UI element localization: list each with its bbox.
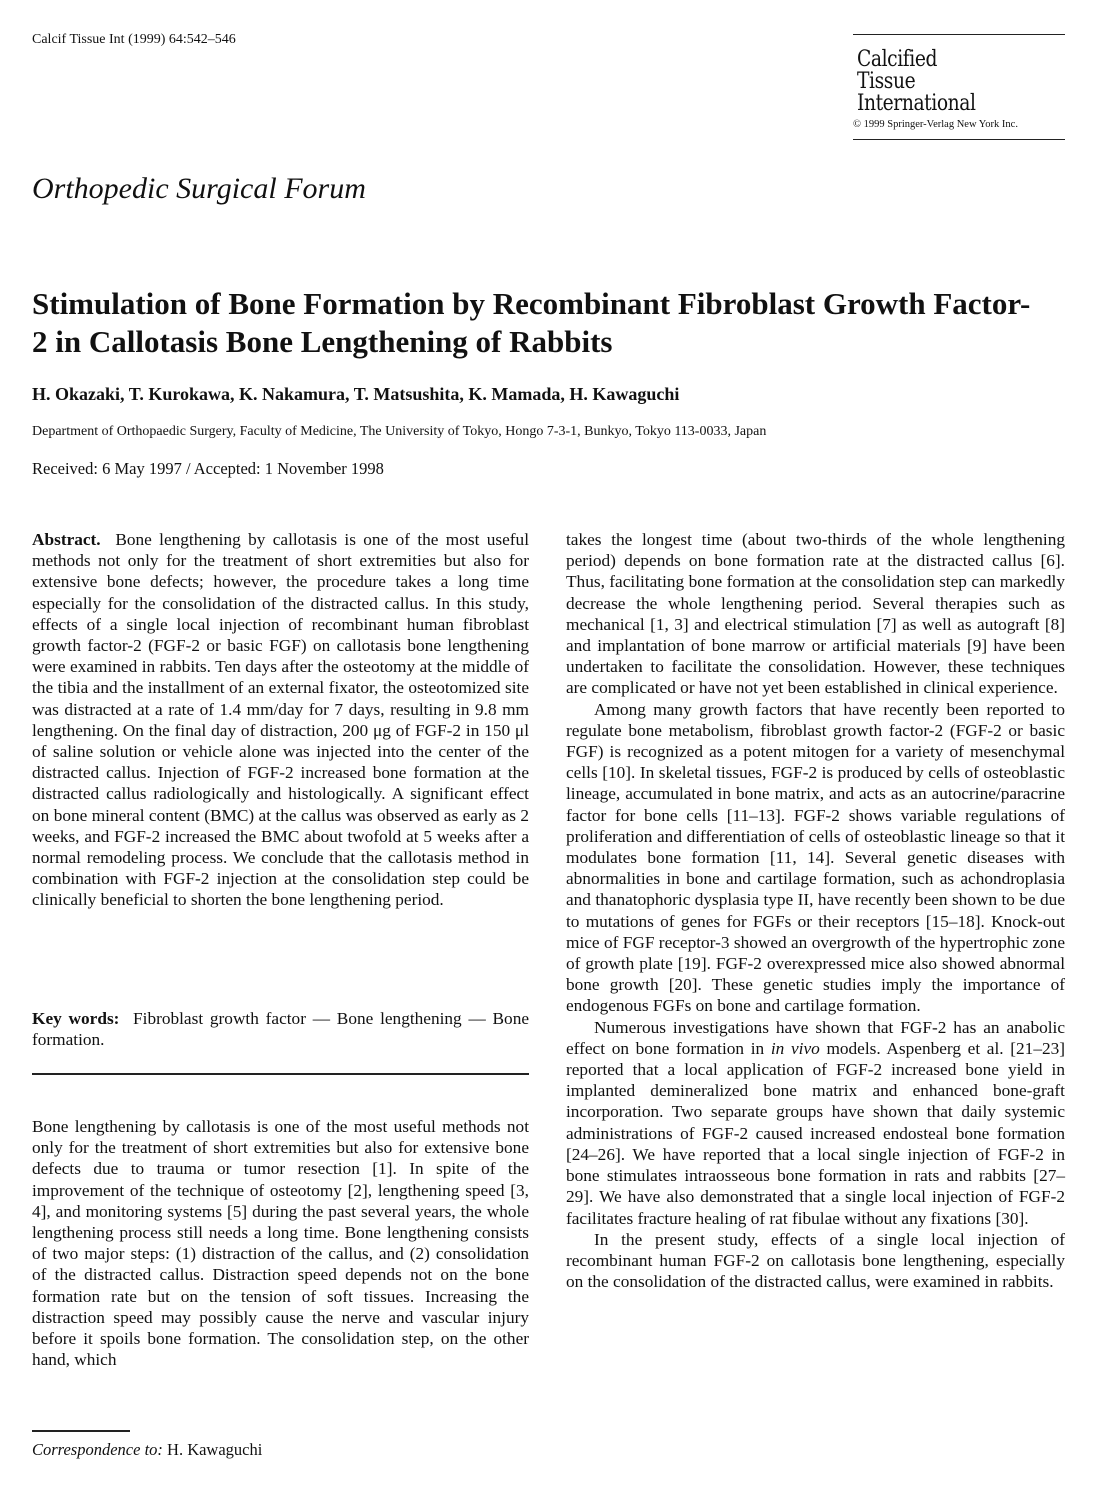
- journal-citation: Calcif Tissue Int (1999) 64:542–546: [32, 32, 236, 47]
- body-paragraph: takes the longest time (about two-thirds of the whole lengthening period) depends on bone formation rate at the distracted callus [6]. Thus, facilitating bone formation at the consolidation step can markedly decrease the whole lengthening period. Several therapies such as mechanical [1, 3] and electrical stimulation [7] as well as autograft [8] and implantation of bone marrow or artificial materials [9] have been undertaken to facilitate the consolidation. However, these techniques are complicated or have not yet been established in clinical experience.: [566, 530, 1065, 698]
- keywords-text: Fibroblast growth factor — Bone lengthening — Bone formation.: [32, 1009, 530, 1050]
- copyright-notice: © 1999 Springer-Verlag New York Inc.: [853, 119, 1018, 130]
- abstract-text: Bone lengthening by callotasis is one of the most useful methods not only for the treatment of short extremities but also for extensive bone defects; however, the procedure takes a long time especially for the consolidation of the distracted callus. In this study, effects of a single local injection of recombinant human fibroblast growth factor-2 (FGF-2 or basic FGF) on callotasis bone lengthening were examined in rabbits. Ten days after the osteotomy at the middle of the tibia and the installment of an external fixator, the osteotomized site was distracted at a rate of 1.4 mm/day for 7 days, resulting in 9.8 mm lengthening. On the final day of distraction, 200 μg of FGF-2 in 150 μl of saline solution or vehicle alone was injected into the center of the distracted callus. Injection of FGF-2 increased bone formation at the distracted callus radiologically and histologically. A significant effect on bone mineral content (BMC) at the callus was observed as early as 2 weeks, and FGF-2 increased the BMC about twofold at 5 weeks after a normal remodeling process. We conclude that the callotasis method in combination with FGF-2 injection at the consolidation step could be clinically beneficial to shorten the bone lengthening period.: [32, 530, 529, 910]
- journal-logo: [853, 34, 1065, 140]
- body-paragraph: In the present study, effects of a single local injection of recombinant human FGF-2 on callotasis bone lengthening, especially on the consolidation of the distracted callus, were examined in rabbits.: [566, 1229, 1065, 1292]
- footnote-divider: [32, 1430, 130, 1432]
- article-title: Stimulation of Bone Formation by Recombinant Fibroblast Growth Factor-2 in Callotasis Bone Lengthening of Rabbits: [32, 286, 1031, 359]
- body-paragraph: Bone lengthening by callotasis is one of the most useful methods not only for the treatment of short extremities but also for extensive bone defects due to trauma or tumor resection [1]. In spite of the improvement of the technique of osteotomy [2], lengthening speed [3, 4], and monitoring systems [5] during the past several years, the whole lengthening process still needs a long time. Bone lengthening consists of two major steps: (1) distraction of the callus, and (2) consolidation of the distracted callus. Distraction speed depends not on the bone formation rate but on the tension of soft tissues. Increasing the distraction speed may possibly cause the nerve and vascular injury before it spoils bone formation. The consolidation step, on the other hand, which: [32, 1117, 529, 1370]
- section-heading: Orthopedic Surgical Forum: [32, 172, 366, 205]
- paragraph-text: Numerous investigations have shown that FGF-2 has an anabolic effect on bone formation in: [566, 1017, 1065, 1058]
- italic-term: in vivo: [770, 1038, 820, 1058]
- abstract-divider: [32, 1073, 529, 1075]
- abstract: [32, 529, 529, 911]
- author-list: H. Okazaki, T. Kurokawa, K. Nakamura, T. Matsushita, K. Mamada, H. Kawaguchi: [32, 384, 680, 404]
- logo-line-1: Calcified: [857, 47, 938, 72]
- body-paragraph: Among many growth factors that have recently been reported to regulate bone metabolism, fibroblast growth factor-2 (FGF-2 or basic FGF) is recognized as a potent mitogen for a variety of mesenchymal cells [10]. In skeletal tissues, FGF-2 is produced by cells of osteoblastic lineage, accumulated in bone matrix, and acts as an autocrine/paracrine factor for bone cells [11–13]. FGF-2 shows variable regulations of proliferation and differentiation of cells of osteoblastic lineage so that it modulates bone formation [11, 14]. Several genetic diseases with abnormalities in bone and cartilage formation, such as achondroplasia and thanatophoric dysplasia type II, have recently been shown to be due to mutations of genes for FGFs or their receptors [15–18]. Knock-out mice of FGF receptor-3 showed an overgrowth of the hypertrophic zone of growth plate [19]. FGF-2 overexpressed mice also showed abnormal bone growth [20]. These genetic studies imply the importance of endogenous FGFs on bone and cartilage formation.: [566, 699, 1065, 1016]
- received-dates: Received: 6 May 1997 / Accepted: 1 November 1998: [32, 459, 384, 478]
- body-paragraph: [566, 1017, 1065, 1229]
- affiliation: Department of Orthopaedic Surgery, Faculty of Medicine, The University of Tokyo, Hongo 7-3-1, Bunkyo, Tokyo 113-0033, Japan: [32, 424, 767, 439]
- logo-line-3: International: [857, 91, 976, 116]
- body-left-column: [32, 1116, 529, 1370]
- paragraph-text: models. Aspenberg et al. [21–23] reported that a local application of FGF-2 increased bone yield in implanted demineralized bone matrix and enhanced bone-graft incorporation. Two separate groups have shown that daily systemic administrations of FGF-2 caused increased endosteal bone formation [24–26]. We have reported that a local single injection of FGF-2 in bone stimulates intraosseous bone formation in rats and rabbits [27–29]. We have also demonstrated that a single local injection of FGF-2 facilitates fracture healing of rat fibulae without any fixations [30].: [566, 1038, 1065, 1228]
- body-right-column: [566, 529, 1065, 1292]
- correspondence-footnote: [32, 1440, 262, 1460]
- logo-line-2: Tissue: [857, 69, 916, 94]
- keywords: [32, 1008, 529, 1050]
- abstract-label: Abstract.: [32, 530, 101, 549]
- correspondence-name: H. Kawaguchi: [167, 1440, 263, 1459]
- keywords-label: Key words:: [32, 1009, 120, 1028]
- correspondence-label: Correspondence to:: [32, 1440, 163, 1459]
